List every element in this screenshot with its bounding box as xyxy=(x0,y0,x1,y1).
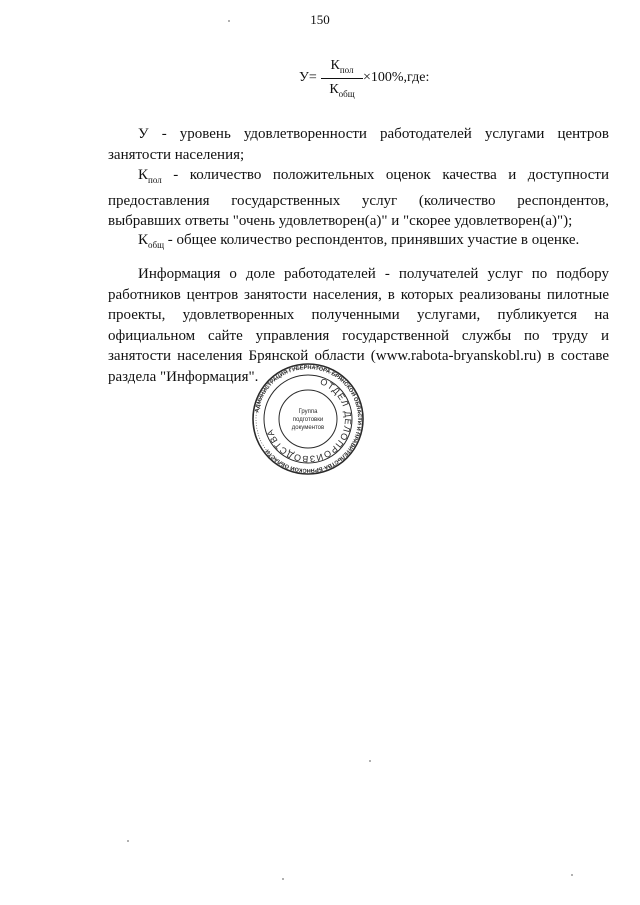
scan-speck xyxy=(369,760,371,762)
stamp-center-line3: документов xyxy=(291,425,325,431)
stamp-center-line2: подготовки xyxy=(292,417,324,423)
definition-kpol: $К_{пол}$ - количество положительных оценок качества и доступности предоставления государственных услуг (количество респондентов, выбравших ответы "очень удовлетворен(а)" и "скорее удовлетворен(а)"); xyxy=(108,167,609,229)
formula-numerator: $К_{пол}$ xyxy=(330,58,354,75)
info-paragraph: Информация о доле работодателей - получателей услуг по подбору работников центров занятости населения, в которых реализованы пилотные проекты, удовлетворенных полученными услугами, публикуется на официальном сайте управления государственной службы по труду и занятости населения Брянской области (www.rabota-bryanskobl.ru) в составе раздела "Информация". xyxy=(108,266,609,385)
formula-denominator: $К_{общ}$ xyxy=(329,82,355,99)
fraction-bar xyxy=(321,78,363,79)
definition-u: У - уровень удовлетворенности работодателей услугами центров занятости населения; xyxy=(108,126,609,163)
scan-speck xyxy=(127,840,129,842)
definition-kobsh: $К_{общ}$ - общее количество респондентов, принявших участие в оценке. xyxy=(138,232,580,250)
office-stamp xyxy=(252,363,364,475)
stamp-outer-text: АДМИНИСТРАЦИЯ ГУБЕРНАТОРА БРЯНСКОЙ ОБЛАСТИ И ПРАВИТЕЛЬСТВА БРЯНСКОЙ ОБЛАСТИ xyxy=(254,364,363,474)
scan-speck xyxy=(228,20,230,22)
scan-speck xyxy=(571,874,573,876)
stamp-ring-text: ОТДЕЛ ДЕЛОПРОИЗВОДСТВА xyxy=(264,376,354,465)
formula xyxy=(299,58,479,102)
formula-rest: ×100%,где: xyxy=(363,70,430,85)
scan-speck xyxy=(282,878,284,880)
stamp-center-line1: Группа xyxy=(298,409,318,415)
page-number: 150 xyxy=(310,12,330,27)
formula-lhs: У= xyxy=(299,70,317,85)
